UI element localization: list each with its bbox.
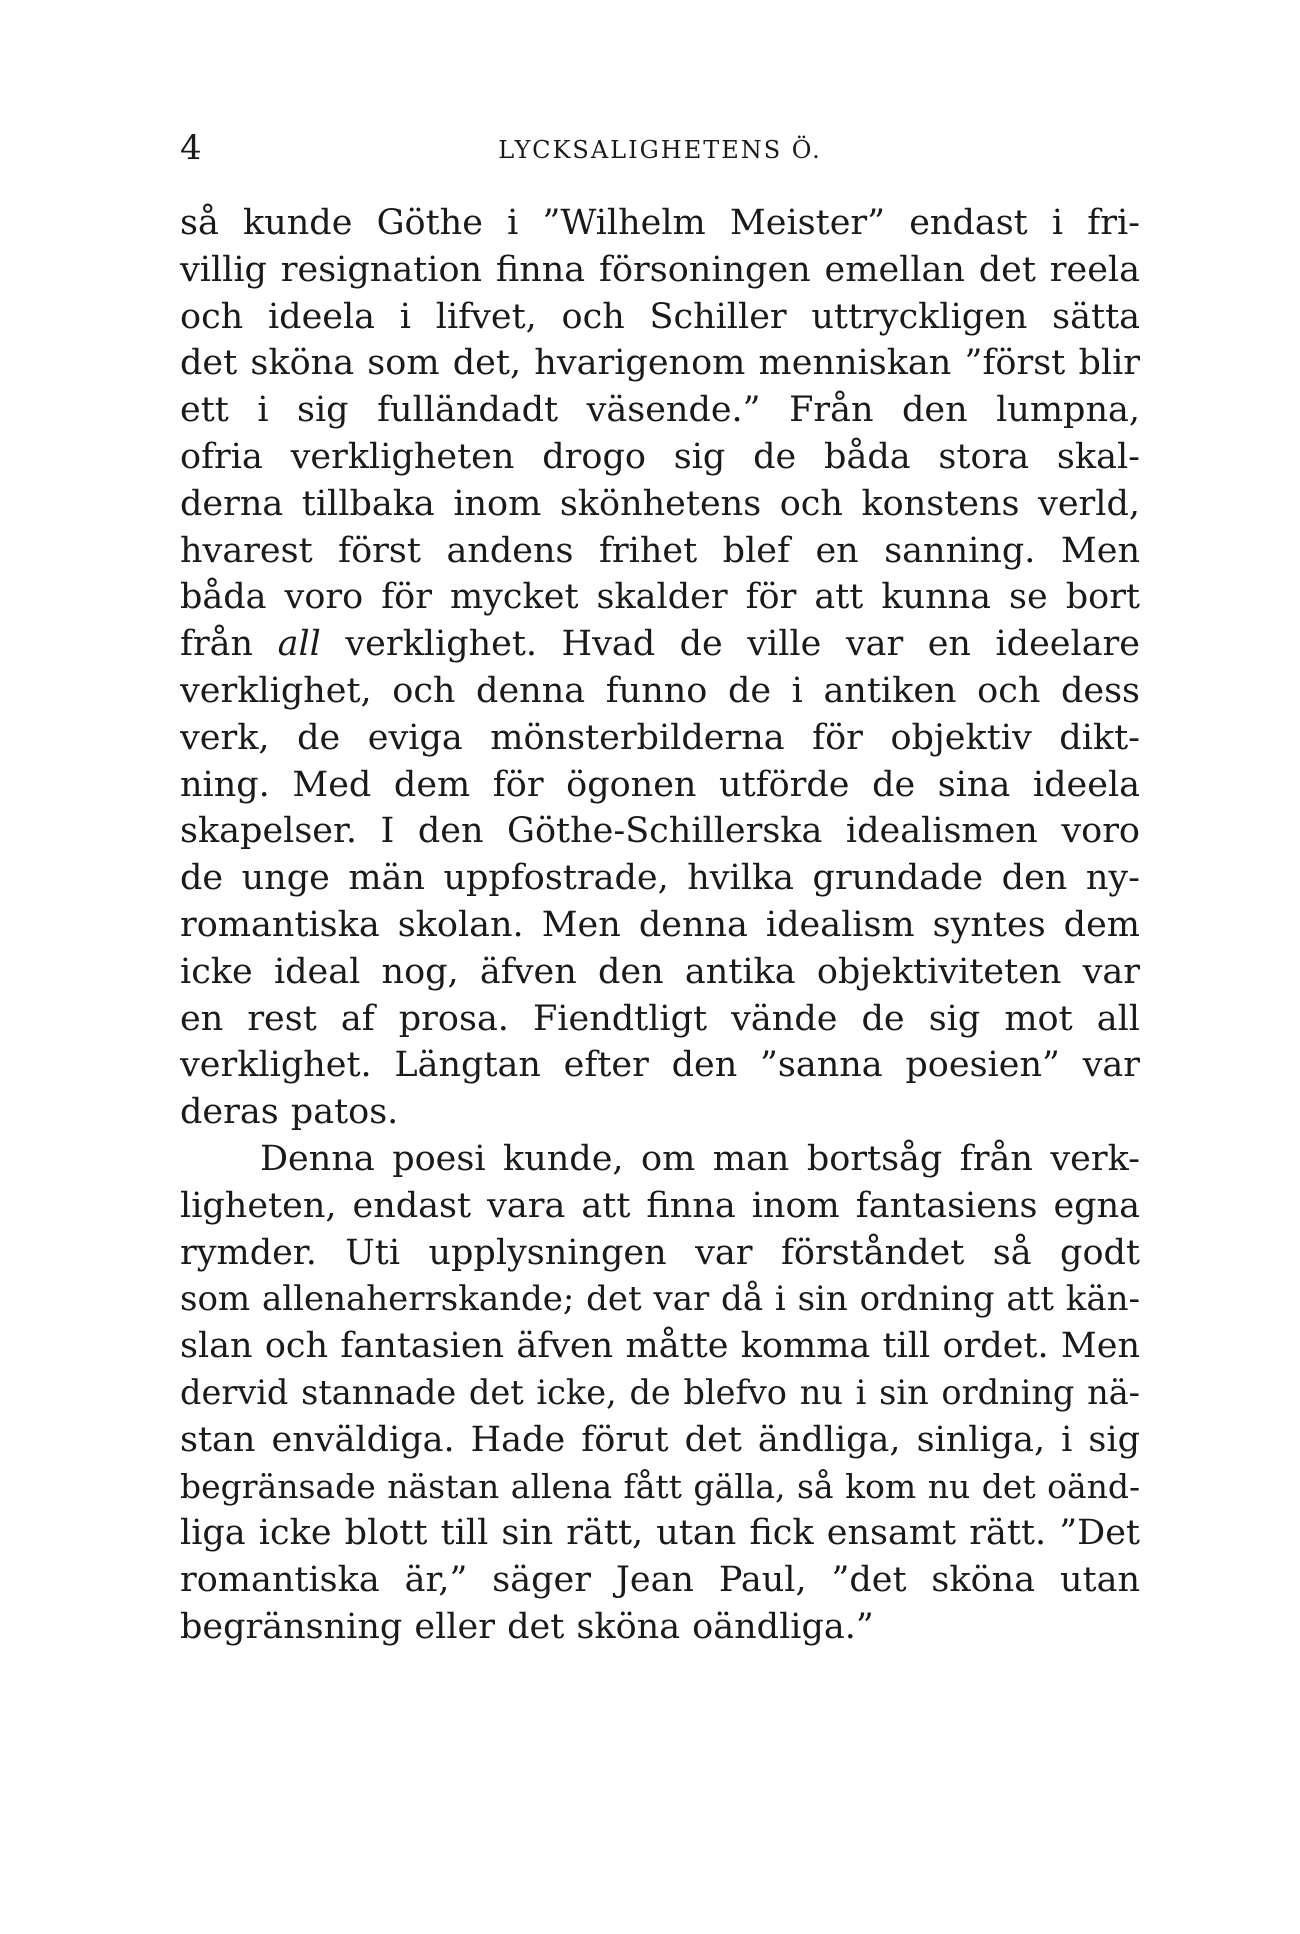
- text-run: från: [180, 624, 278, 665]
- text-line: slan och fantasien äfven måtte komma till ordet. Men: [180, 1326, 1140, 1367]
- text-line: rymder. Uti upplysningen var förståndet så godt: [180, 1232, 1140, 1273]
- text-line: verklighet, och denna funno de i antiken och dess: [180, 670, 1140, 711]
- text-line: de unge män uppfostrade, hvilka grundade den ny-: [180, 858, 1140, 899]
- text-line: skapelser. I den Göthe-Schillerska idealismen voro: [180, 811, 1140, 852]
- running-head: [180, 128, 1140, 168]
- text-line: ofria verkligheten drogo sig de båda stora skal-: [180, 436, 1140, 477]
- text-line: liga icke blott till sin rätt, utan fick ensamt rätt. ”Det: [180, 1513, 1140, 1554]
- text-line: stan enväldiga. Hade förut det ändliga, sinliga, i sig: [180, 1419, 1140, 1460]
- text-line: derna tillbaka inom skönhetens och konstens verld,: [180, 483, 1140, 524]
- text-line: villig resignation finna försoningen emellan det reela: [180, 249, 1140, 290]
- text-line: romantiska skolan. Men denna idealism syntes dem: [180, 904, 1140, 945]
- text-line: begränsade nästan allena fått gälla, så kom nu det oänd-: [180, 1466, 1141, 1506]
- text-line: det sköna som det, hvarigenom menniskan ”först blir: [180, 343, 1140, 384]
- text-line: och ideela i lifvet, och Schiller uttryckligen sätta: [180, 296, 1140, 337]
- text-line: ning. Med dem för ögonen utförde de sina ideela: [180, 764, 1140, 805]
- text-line: hvarest först andens frihet blef en sanning. Men: [180, 530, 1140, 571]
- body-text: [180, 200, 1140, 1651]
- text-line: så kunde Göthe i ”Wilhelm Meister” endast i fri-: [180, 203, 1140, 243]
- text-line: deras patos.: [180, 1092, 399, 1133]
- text-line: [180, 621, 1140, 668]
- text-line: verklighet. Längtan efter den ”sanna poesien” var: [180, 1045, 1140, 1086]
- text-run: verklighet. Hvad de ville var en ideelare: [320, 624, 1141, 665]
- text-line: verk, de eviga mönsterbilderna för objektiv dikt-: [180, 717, 1140, 758]
- text-line: ligheten, endast vara att finna inom fantasiens egna: [180, 1185, 1140, 1226]
- text-line: en rest af prosa. Fiendtligt vände de sig mot all: [180, 998, 1140, 1039]
- italic-word: all: [277, 624, 321, 665]
- text-line: dervid stannade det icke, de blefvo nu i sin ordning nä-: [180, 1372, 1140, 1412]
- paragraph-1: [180, 200, 1140, 1136]
- text-line: Denna poesi kunde, om man bortsåg från verk-: [260, 1138, 1140, 1179]
- running-title: LYCKSALIGHETENS Ö.: [498, 136, 822, 164]
- text-line: som allenaherrskande; det var då i sin ordning att kän-: [180, 1279, 1141, 1320]
- text-line: begränsning eller det sköna oändliga.”: [180, 1606, 874, 1647]
- paragraph-2: [180, 1136, 1140, 1651]
- text-line: båda voro för mycket skalder för att kunna se bort: [180, 577, 1140, 618]
- text-line: ett i sig fulländadt väsende.” Från den lumpna,: [180, 390, 1140, 431]
- page-number: 4: [180, 128, 202, 168]
- text-line: romantiska är,” säger Jean Paul, ”det sköna utan: [180, 1560, 1140, 1601]
- text-line: icke ideal nog, äfven den antika objektiviteten var: [180, 951, 1140, 992]
